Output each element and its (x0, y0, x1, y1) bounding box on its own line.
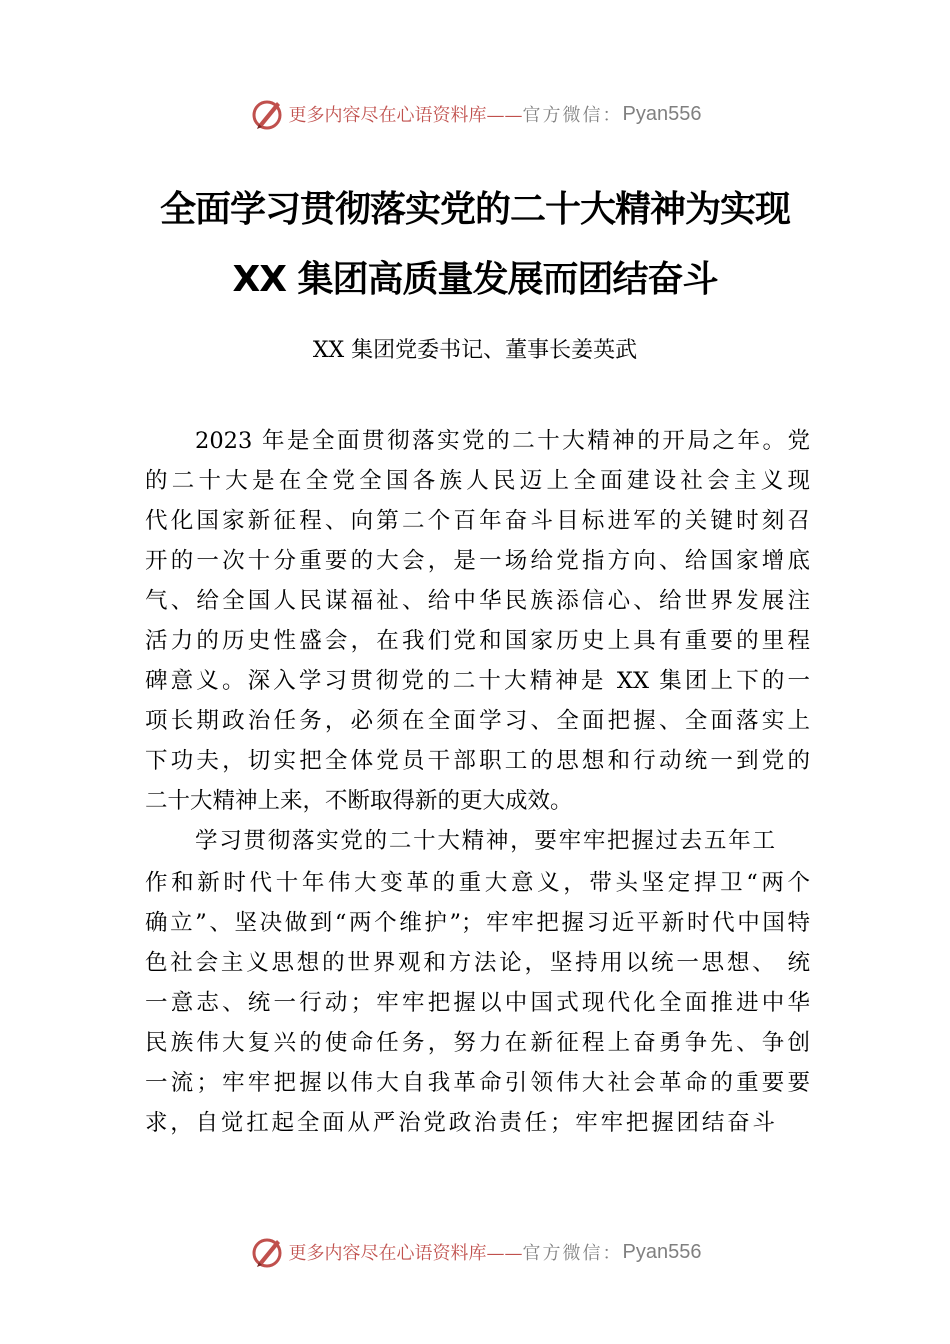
text-line: 的二十大是在全党全国各族人民迈上全面建设社会主义现 (145, 468, 810, 494)
text-line: 开的一次十分重要的大会，是一场给党指方向、给国家增底 (145, 548, 810, 574)
text-line: 活力的历史性盛会，在我们党和国家历史上具有重要的里程 (145, 628, 810, 654)
text-line: 二十大精神上来，不断取得新的更大成效。 (145, 788, 573, 814)
header-banner (0, 94, 950, 134)
footer-banner (0, 1232, 950, 1272)
text-line: 一意志、统一行动；牢牢把握以中国式现代化全面推进中华 (145, 990, 810, 1016)
banner-wechat-label: 官方微信： (522, 1243, 623, 1264)
text-line: 代化国家新征程、向第二个百年奋斗目标进军的关键时刻召 (145, 508, 810, 534)
banner-wechat-label: 官方微信： (522, 105, 623, 126)
text-line: 确立”、坚决做到“两个维护”；牢牢把握习近平新时代中国特 (145, 910, 810, 936)
text-line: 求，自觉扛起全面从严治党政治责任；牢牢把握团结奋斗 (145, 1110, 775, 1136)
text-line: 作和新时代十年伟大变革的重大意义，带头坚定捍卫“两个 (145, 870, 810, 896)
text-line: 气、给全国人民谋福祉、给中华民族添信心、给世界发展注 (145, 588, 810, 614)
banner-wechat-id: Pyan556 (622, 102, 702, 125)
text-line: 项长期政治任务，必须在全面学习、全面把握、全面落实上 (145, 708, 810, 734)
text-line: 色社会主义思想的世界观和方法论，坚持用以统一思想、 统 (145, 950, 810, 976)
text-line: 碑意义。深入学习贯彻党的二十大精神是 XX 集团上下的一 (145, 668, 810, 694)
text-line: 下功夫，切实把全体党员干部职工的思想和行动统一到党的 (145, 748, 810, 774)
text-line: 民族伟大复兴的使命任务，努力在新征程上奋勇争先、争创 (145, 1030, 810, 1056)
banner-wechat-id: Pyan556 (622, 1240, 702, 1263)
text-line: 2023 年是全面贯彻落实党的二十大精神的开局之年。党 (195, 428, 810, 454)
text-line: 一流；牢牢把握以伟大自我革命引领伟大社会革命的重要要 (145, 1070, 810, 1096)
pen-seal-icon (249, 96, 285, 132)
document-author: XX 集团党委书记、董事长姜英武 (312, 338, 638, 363)
document-title-line-1: 全面学习贯彻落实党的二十大精神为实现 (159, 189, 790, 230)
document-title-line-2: XX 集团高质量发展而团结奋斗 (232, 259, 718, 300)
banner-slogan: 更多内容尽在心语资料库—— (288, 1243, 523, 1264)
banner-slogan: 更多内容尽在心语资料库—— (288, 105, 523, 126)
pen-seal-icon (249, 1234, 285, 1270)
text-line: 学习贯彻落实党的二十大精神，要牢牢把握过去五年工 (195, 828, 775, 854)
